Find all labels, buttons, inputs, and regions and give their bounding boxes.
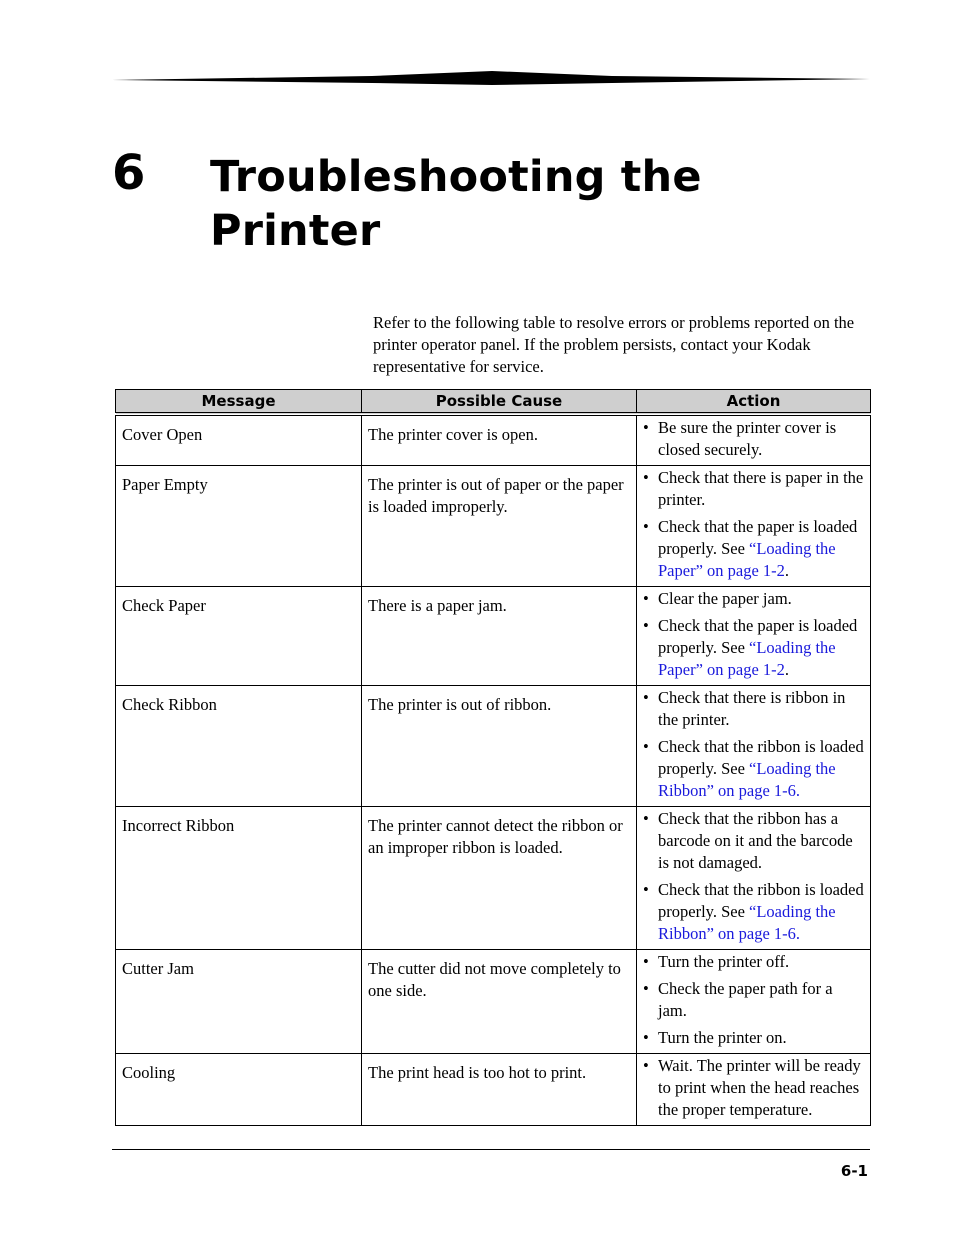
action-text: Check that the paper is loaded properly. See bbox=[658, 616, 858, 657]
action-text: Clear the paper jam. bbox=[658, 589, 792, 608]
cross-reference-link[interactable]: “Loading the Paper” on page 1-2 bbox=[658, 638, 836, 679]
action-text: Check that the ribbon has a barcode on it and the barcode is not damaged. bbox=[658, 809, 853, 872]
action-item bbox=[643, 951, 864, 973]
cause-cell: The printer is out of ribbon. bbox=[362, 686, 637, 807]
action-text: Check that the ribbon is loaded properly. See bbox=[658, 880, 864, 921]
cause-cell: The printer cannot detect the ribbon or an improper ribbon is loaded. bbox=[362, 807, 637, 950]
chapter-number: 6 bbox=[112, 145, 146, 201]
column-header-message: Message bbox=[116, 390, 362, 415]
message-cell: Check Ribbon bbox=[116, 686, 362, 807]
action-text: Check that there is paper in the printer. bbox=[658, 468, 864, 509]
cause-cell: The print head is too hot to print. bbox=[362, 1054, 637, 1126]
action-cell bbox=[637, 414, 871, 466]
action-text-end: . bbox=[784, 561, 790, 580]
message-cell: Cooling bbox=[116, 1054, 362, 1126]
footer-rule bbox=[112, 1149, 870, 1150]
action-item bbox=[643, 978, 864, 1022]
cause-cell: The cutter did not move completely to one side. bbox=[362, 950, 637, 1054]
action-list bbox=[643, 951, 864, 1049]
action-list bbox=[643, 687, 864, 802]
cause-cell: The printer cover is open. bbox=[362, 414, 637, 466]
message-cell: Cover Open bbox=[116, 414, 362, 466]
action-text: Turn the printer off. bbox=[658, 952, 790, 971]
action-cell bbox=[637, 466, 871, 587]
message-cell: Check Paper bbox=[116, 587, 362, 686]
action-text: Check that the paper is loaded properly. See bbox=[658, 517, 858, 558]
message-cell: Incorrect Ribbon bbox=[116, 807, 362, 950]
action-item bbox=[643, 1055, 864, 1121]
cross-reference-link[interactable]: “Loading the Ribbon” on page 1-6. bbox=[658, 759, 836, 800]
action-cell bbox=[637, 587, 871, 686]
troubleshooting-table bbox=[115, 389, 871, 1126]
cross-reference-link[interactable]: “Loading the Ribbon” on page 1-6. bbox=[658, 902, 836, 943]
cause-cell: There is a paper jam. bbox=[362, 587, 637, 686]
message-cell: Cutter Jam bbox=[116, 950, 362, 1054]
intro-paragraph: Refer to the following table to resolve errors or problems reported on the printer operator panel. If the problem persists, contact your Kodak representative for service. bbox=[373, 313, 855, 376]
action-text: Check the paper path for a jam. bbox=[658, 979, 833, 1020]
action-item bbox=[643, 588, 864, 610]
action-list bbox=[643, 1055, 864, 1121]
message-cell: Paper Empty bbox=[116, 466, 362, 587]
action-list bbox=[643, 417, 864, 461]
table-row bbox=[116, 807, 871, 950]
action-list bbox=[643, 808, 864, 945]
table-row bbox=[116, 686, 871, 807]
chapter-title: Troubleshooting the Printer bbox=[210, 152, 702, 256]
action-text: Be sure the printer cover is closed securely. bbox=[658, 418, 837, 459]
action-item bbox=[643, 687, 864, 731]
action-item bbox=[643, 467, 864, 511]
action-cell bbox=[637, 807, 871, 950]
action-list bbox=[643, 467, 864, 582]
page-number: 6-1 bbox=[840, 1162, 868, 1180]
table-header-row bbox=[116, 390, 871, 415]
column-header-action: Action bbox=[637, 390, 871, 415]
table-row bbox=[116, 950, 871, 1054]
action-item bbox=[643, 736, 864, 802]
action-item bbox=[643, 808, 864, 874]
action-cell bbox=[637, 950, 871, 1054]
action-cell bbox=[637, 686, 871, 807]
action-text-end: . bbox=[784, 660, 790, 679]
table-row bbox=[116, 466, 871, 587]
cross-reference-link[interactable]: “Loading the Paper” on page 1-2 bbox=[658, 539, 836, 580]
action-item bbox=[643, 879, 864, 945]
column-header-possible-cause: Possible Cause bbox=[362, 390, 637, 415]
action-text: Check that there is ribbon in the printer. bbox=[658, 688, 846, 729]
action-item bbox=[643, 615, 864, 681]
header-rule bbox=[112, 70, 870, 86]
action-item bbox=[643, 1027, 864, 1049]
table-row bbox=[116, 414, 871, 466]
action-text: Wait. The printer will be ready to print when the head reaches the proper temperature. bbox=[658, 1056, 861, 1119]
action-text: Check that the ribbon is loaded properly. See bbox=[658, 737, 864, 778]
action-cell bbox=[637, 1054, 871, 1126]
table-row bbox=[116, 1054, 871, 1126]
cause-cell: The printer is out of paper or the paper is loaded improperly. bbox=[362, 466, 637, 587]
action-item bbox=[643, 516, 864, 582]
action-text: Turn the printer on. bbox=[658, 1028, 787, 1047]
action-item bbox=[643, 417, 864, 461]
table-row bbox=[116, 587, 871, 686]
action-list bbox=[643, 588, 864, 681]
